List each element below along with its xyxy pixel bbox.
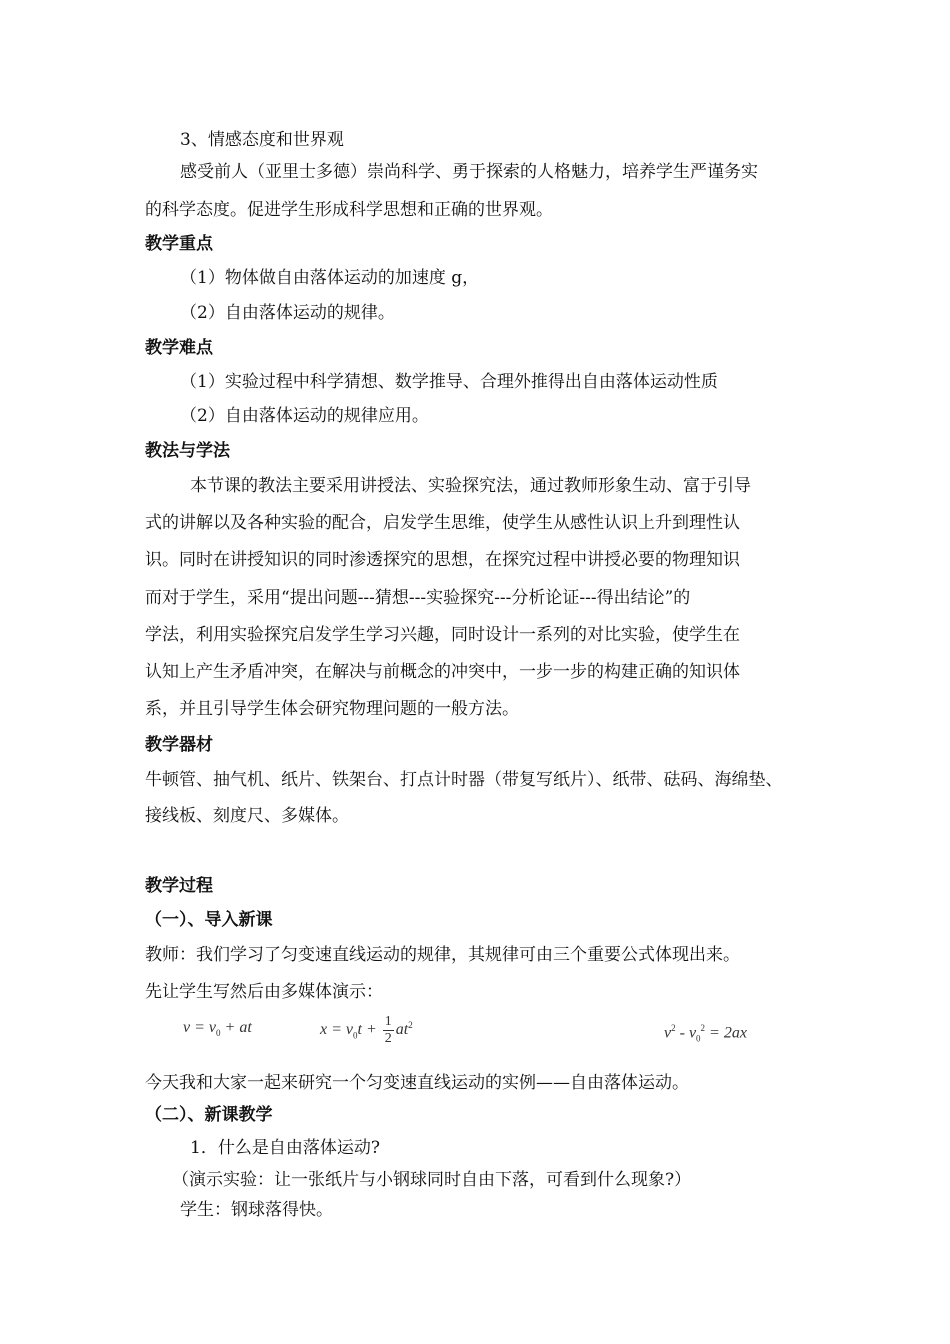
question-line: 1．什么是自由落体运动? <box>190 1138 380 1158</box>
list-item: （1）实验过程中科学猜想、数学推导、合理外推得出自由落体运动性质 <box>180 372 718 392</box>
list-item: （1）物体做自由落体运动的加速度 g， <box>180 268 480 288</box>
subheading-new-lesson: （二）、新课教学 <box>145 1105 273 1125</box>
paragraph-line: 而对于学生，采用“提出问题---猜想---实验探究---分析论证---得出结论”的 <box>145 588 691 608</box>
heading-difficulties: 教学难点 <box>145 338 213 358</box>
formula-velocity-displacement: $v^2 - v_0^2 = 2ax$ <box>664 1023 747 1044</box>
paragraph-line: 识。同时在讲授知识的同时渗透探究的思想，在探究过程中讲授必要的物理知识 <box>145 550 740 570</box>
list-item: （2）自由落体运动的规律应用。 <box>180 406 429 426</box>
paragraph-line: 接线板、刻度尺、多媒体。 <box>145 806 349 826</box>
paragraph-line: 牛顿管、抽气机、纸片、铁架台、打点计时器（带复写纸片）、纸带、砝码、海绵垫、 <box>145 770 783 790</box>
fraction: $\frac{1}{2}$ <box>384 1014 392 1046</box>
list-item: （2）自由落体运动的规律。 <box>180 303 395 323</box>
paragraph-line: 学法，利用实验探究启发学生学习兴趣，同时设计一系列的对比实验，使学生在 <box>145 625 740 645</box>
paragraph-line: 教师：我们学习了匀变速直线运动的规律，其规律可由三个重要公式体现出来。 <box>145 945 740 965</box>
heading-equipment: 教学器材 <box>145 735 213 755</box>
paragraph-line: 感受前人（亚里士多德）崇尚科学、勇于探索的人格魅力，培养学生严谨务实 <box>180 162 758 182</box>
paragraph-line: 的科学态度。促进学生形成科学思想和正确的世界观。 <box>145 200 553 220</box>
student-answer: 学生：钢球落得快。 <box>180 1200 333 1220</box>
heading-process: 教学过程 <box>145 876 213 896</box>
subheading-intro: （一）、导入新课 <box>145 910 273 930</box>
paragraph-line: 今天我和大家一起来研究一个匀变速直线运动的实例——自由落体运动。 <box>145 1073 689 1093</box>
heading-methods: 教法与学法 <box>145 441 230 461</box>
formula-velocity: $v = v_0$ + at <box>183 1019 252 1039</box>
paragraph-line: 式的讲解以及各种实验的配合，启发学生思维，使学生从感性认识上升到理性认 <box>145 513 740 533</box>
paragraph-line: 先让学生写然后由多媒体演示： <box>145 982 383 1002</box>
heading-key-points: 教学重点 <box>145 234 213 254</box>
section-heading-attitude: 3、情感态度和世界观 <box>180 130 344 150</box>
paragraph-line: 本节课的教法主要采用讲授法、实验探究法，通过教师形象生动、富于引导 <box>190 476 751 496</box>
formula-displacement: $x = v_0t$ + $\frac{1}{2}$ $at^2$ <box>320 1014 413 1046</box>
paragraph-line: 认知上产生矛盾冲突，在解决与前概念的冲突中，一步一步的构建正确的知识体 <box>145 662 740 682</box>
demo-line: （演示实验：让一张纸片与小钢球同时自由下落，可看到什么现象?） <box>172 1170 692 1190</box>
paragraph-line: 系，并且引导学生体会研究物理问题的一般方法。 <box>145 699 519 719</box>
